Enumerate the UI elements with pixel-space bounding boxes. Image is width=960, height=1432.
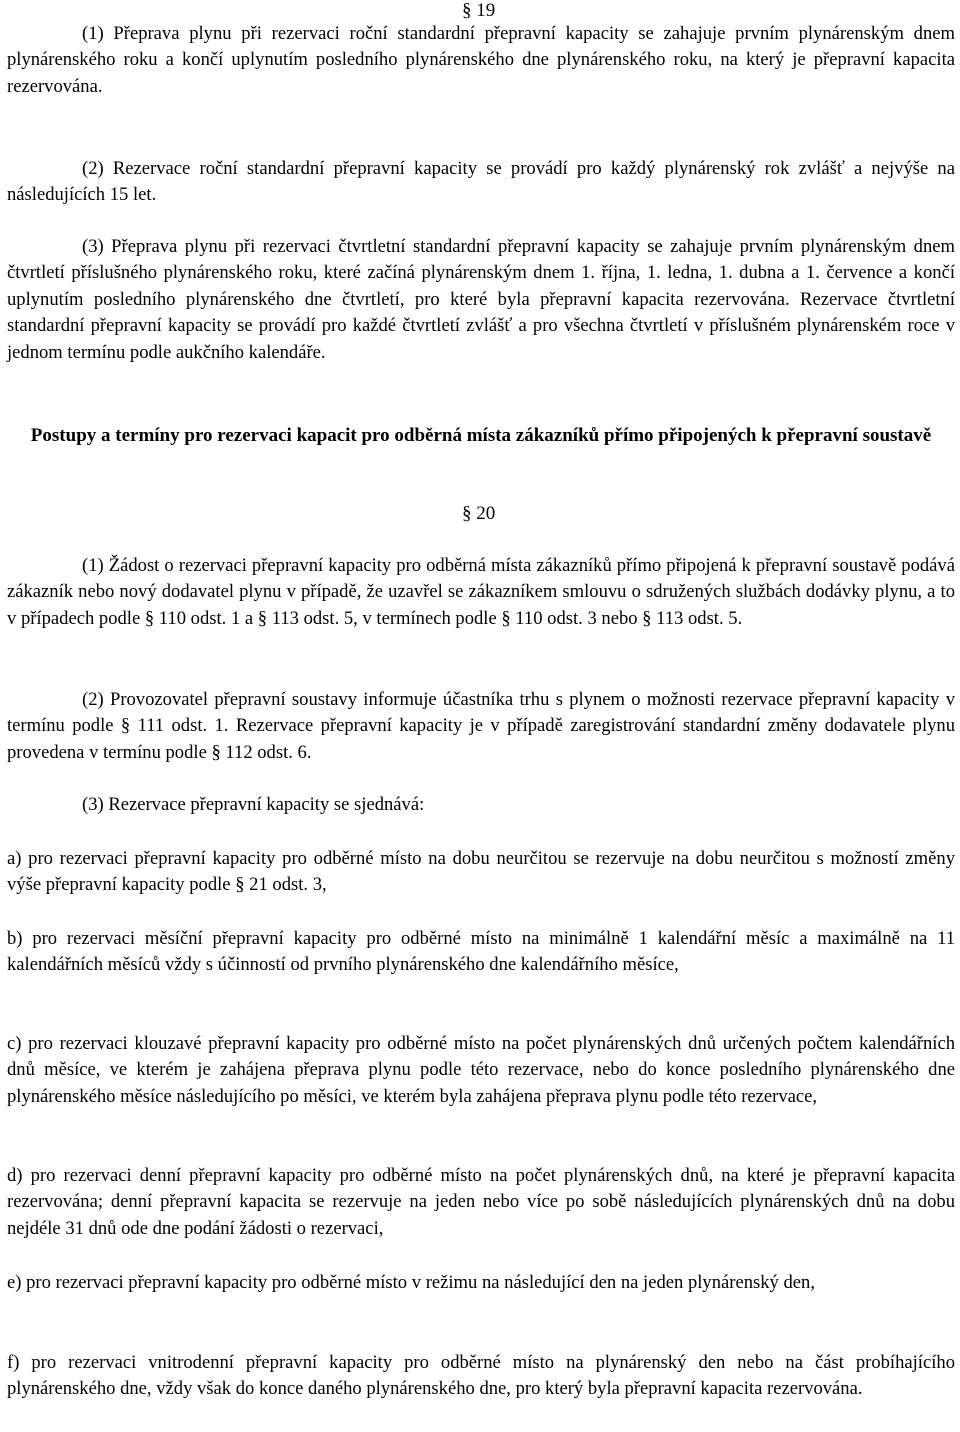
list-item-f: f) pro rezervaci vnitrodenní přepravní kapacity pro odběrné místo na plynárenský den nebo na část probíhajícího plynárenského dne, vždy však do konce daného plynárenského dne, pro který byla přepravní kapacita rezervována. <box>7 1352 955 1400</box>
paragraph-19-1: (1) Přeprava plynu při rezervaci roční standardní přepravní kapacity se zahajuje prvním plynárenským dnem plynárenského roku a končí uplynutím posledního plynárenského dne plynárenského roku, na který je přepravní kapacita rezervována. <box>7 23 955 97</box>
list-item-a: a) pro rezervaci přepravní kapacity pro odběrné místo na dobu neurčitou se rezervuje na dobu neurčitou s možností změny výše přepravní kapacity podle § 21 odst. 3, <box>7 848 955 896</box>
section-number-19: § 19 <box>462 0 496 21</box>
section-number-20: § 20 <box>462 503 496 524</box>
paragraph-20-2: (2) Provozovatel přepravní soustavy informuje účastníka trhu s plynem o možnosti rezervace přepravní kapacity v termínu podle § 111 odst. 1. Rezervace přepravní kapacity je v případě zaregistrování standardní změny dodavatele plynu provedena v termínu podle § 112 odst. 6. <box>7 689 955 763</box>
list-item-e: e) pro rezervaci přepravní kapacity pro odběrné místo v režimu na následující den na jeden plynárenský den, <box>7 1272 815 1293</box>
list-item-b: b) pro rezervaci měsíční přepravní kapacity pro odběrné místo na minimálně 1 kalendářní měsíc a maximálně na 11 kalendářních měsíců vždy s účinností od prvního plynárenského dne kalendářního měsíce, <box>7 928 955 976</box>
list-item-d: d) pro rezervaci denní přepravní kapacity pro odběrné místo na počet plynárenských dnů, na které je přepravní kapacita rezervována; denní přepravní kapacita se rezervuje na jeden nebo více po sobě následujících plynárenských dnů na dobu nejdéle 31 dnů ode dne podání žádosti o rezervaci, <box>7 1165 955 1239</box>
paragraph-19-2: (2) Rezervace roční standardní přepravní kapacity se provádí pro každý plynárenský rok zvlášť a nejvýše na následujících 15 let. <box>7 158 955 206</box>
paragraph-19-3: (3) Přeprava plynu při rezervaci čtvrtletní standardní přepravní kapacity se zahajuje prvním plynárenským dnem čtvrtletí příslušného plynárenského roku, které začíná plynárenským dnem 1. října, 1. ledna, 1. dubna a 1. července a končí uplynutím posledního plynárenského dne čtvrtletí, pro které byla přepravní kapacita rezervována. Rezervace čtvrtletní standardní přepravní kapacity se provádí pro každé čtvrtletí zvlášť a pro všechna čtvrtletí v příslušném plynárenském roce v jednom termínu podle aukčního kalendáře. <box>7 236 955 363</box>
list-item-c: c) pro rezervaci klouzavé přepravní kapacity pro odběrné místo na počet plynárenských dnů určených počtem kalendářních dnů měsíce, ve kterém je zahájena přeprava plynu podle této rezervace, nebo do konce posledního plynárenského dne plynárenského měsíce následujícího po měsíci, ve kterém byla zahájena přeprava plynu podle této rezervace, <box>7 1033 955 1107</box>
paragraph-20-1: (1) Žádost o rezervaci přepravní kapacity pro odběrná místa zákazníků přímo připojená k přepravní soustavě podává zákazník nebo nový dodavatel plynu v případě, že uzavřel se zákazníkem smlouvu o sdružených službách dodávky plynu, a to v případech podle § 110 odst. 1 a § 113 odst. 5, v termínech podle § 110 odst. 3 nebo § 113 odst. 5. <box>7 555 955 629</box>
paragraph-20-3: (3) Rezervace přepravní kapacity se sjednává: <box>82 794 425 815</box>
section-heading: Postupy a termíny pro rezervaci kapacit pro odběrná místa zákazníků přímo připojených k přepravní soustavě <box>30 425 932 446</box>
